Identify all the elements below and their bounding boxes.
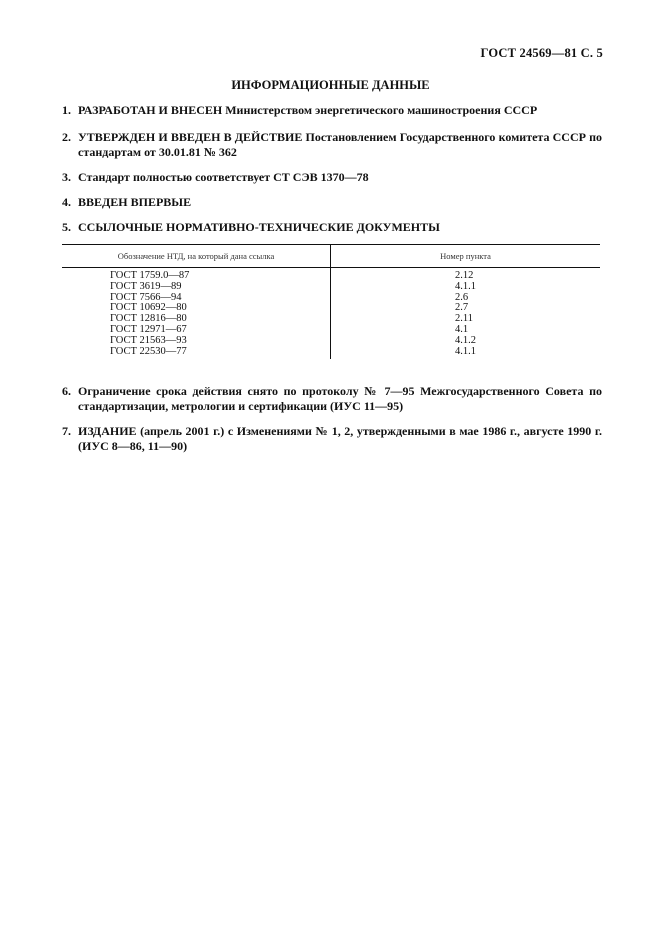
table-row [62, 336, 600, 347]
item-lead: УТВЕРЖДЕН И ВВЕДЕН В ДЕЙСТВИЕ [78, 130, 303, 144]
page-header: ГОСТ 24569—81 С. 5 [480, 46, 603, 60]
info-item-validity [62, 384, 602, 414]
item-lead: ИЗДАНИЕ [78, 424, 137, 438]
item-text: Постановлением Государственного комитета СССР по стандартам от 30.01.81 № 362 [78, 130, 603, 159]
item-number: 2. [62, 130, 71, 144]
document-cell: ГОСТ 10692—80 [62, 303, 331, 314]
item-lead: РАЗРАБОТАН И ВНЕСЕН [78, 103, 223, 117]
reference-documents-table [62, 244, 600, 359]
item-number: 5. [62, 220, 71, 234]
info-item-developed [62, 103, 602, 118]
table-header-row [62, 245, 600, 268]
info-item-first-introduced [62, 195, 602, 210]
document-cell: ГОСТ 12971—67 [62, 325, 331, 336]
table-row [62, 282, 600, 293]
item-text: (апрель 2001 г.) с Изменениями № 1, 2, утвержденными в мае 1986 г., августе 1990 г. (ИУС 8—86, 11—90) [78, 424, 602, 453]
item-text: Ограничение срока действия снято по протоколу № 7—95 Межгосударственного Совета по стандартизации, метрологии и сертификации (ИУС 11—95) [78, 384, 602, 413]
item-number: 6. [62, 384, 71, 398]
clause-cell: 4.1 [455, 323, 469, 335]
clause-cell: 4.1.1 [455, 280, 476, 292]
document-cell: ГОСТ 1759.0—87 [62, 268, 331, 282]
item-number: 4. [62, 195, 71, 209]
item-number: 1. [62, 103, 71, 117]
item-text: Стандарт полностью соответствует СТ СЭВ 1370—78 [78, 170, 369, 184]
info-item-references [62, 220, 602, 235]
info-item-conformity [62, 170, 602, 185]
document-cell: ГОСТ 7566—94 [62, 293, 331, 304]
page-title: ИНФОРМАЦИОННЫЕ ДАННЫЕ [231, 78, 430, 92]
table-row [62, 347, 600, 360]
document-cell: ГОСТ 22530—77 [62, 347, 331, 360]
column-header-clause: Номер пункта [331, 245, 601, 268]
info-item-edition [62, 424, 602, 454]
clause-cell: 2.7 [455, 302, 469, 314]
clause-cell: 2.6 [455, 291, 469, 303]
table-row [62, 268, 600, 282]
item-text: Министерством энергетического машиностроения СССР [222, 103, 538, 117]
clause-cell: 4.1.1 [455, 345, 476, 357]
clause-cell: 4.1.2 [455, 334, 476, 346]
info-item-approved [62, 130, 602, 160]
document-cell: ГОСТ 3619—89 [62, 282, 331, 293]
clause-cell: 2.12 [455, 270, 474, 281]
document-cell: ГОСТ 12816—80 [62, 314, 331, 325]
clause-cell: 2.11 [455, 313, 473, 325]
document-cell: ГОСТ 21563—93 [62, 336, 331, 347]
column-header-document: Обозначение НТД, на который дана ссылка [62, 245, 331, 268]
item-number: 3. [62, 170, 71, 184]
item-lead: ССЫЛОЧНЫЕ НОРМАТИВНО-ТЕХНИЧЕСКИЕ ДОКУМЕНТЫ [78, 220, 440, 234]
item-lead: ВВЕДЕН ВПЕРВЫЕ [78, 195, 192, 209]
item-number: 7. [62, 424, 71, 438]
